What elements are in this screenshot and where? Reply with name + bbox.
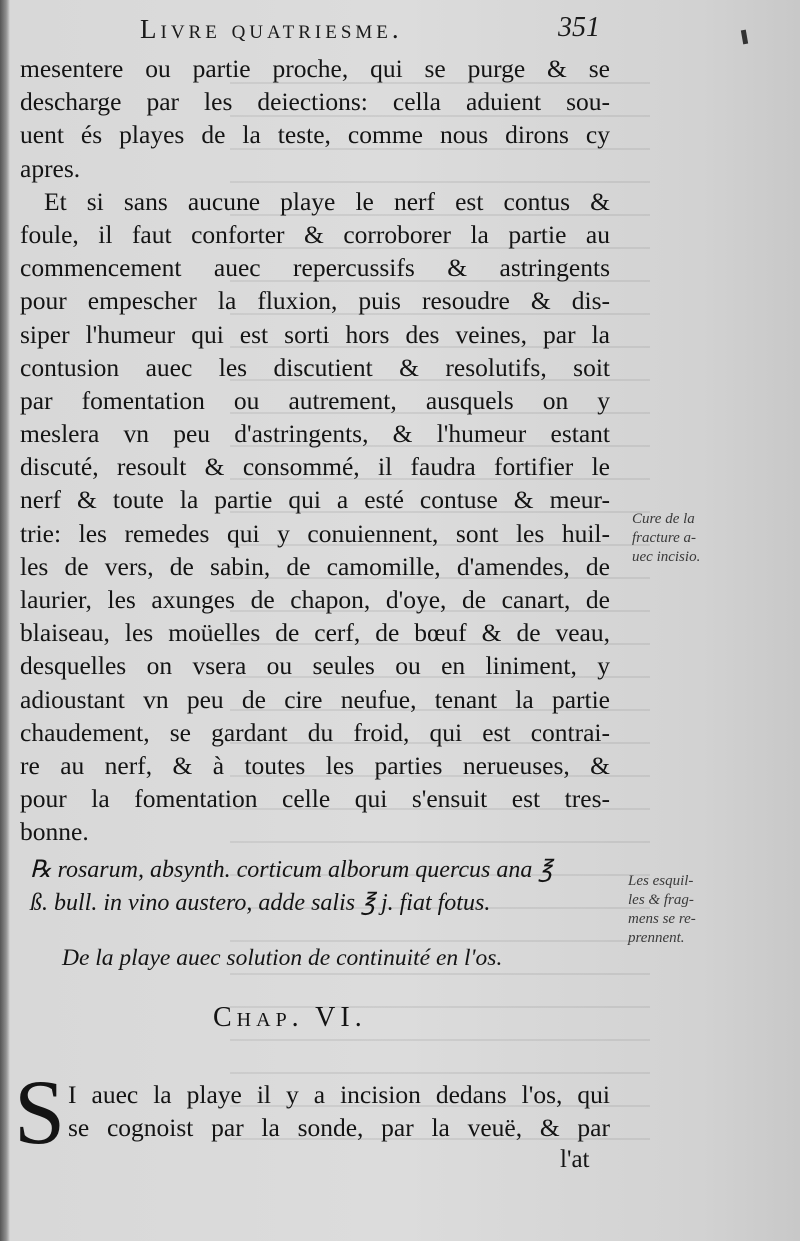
text-line: re au nerf, & à toutes les parties nerueuses, &: [20, 750, 610, 780]
margin-note-line: fracture a-: [632, 530, 697, 546]
text-line: les de vers, de sabin, de camomille, d'amendes, de: [20, 551, 610, 581]
text-line: bonne.: [20, 817, 89, 847]
page-number: 351: [558, 12, 600, 43]
text-line: discuté, resoult & consommé, il faudra fortifier le: [20, 452, 610, 482]
text-line: blaiseau, les moüelles de cerf, de bœuf & de veau,: [20, 618, 610, 648]
text-line: apres.: [20, 153, 81, 183]
text-line: uent és playes de la teste, comme nous dirons cy: [20, 120, 610, 150]
text-line: adioustant vn peu de cire neufue, tenant la partie: [20, 684, 610, 714]
text-line: se cognoist par la sonde, par la veuë, & par: [68, 1113, 610, 1143]
text-line: trie: les remedes qui y conuiennent, sont les huil-: [20, 518, 610, 548]
text-line: commencement auec repercussifs & astringents: [20, 253, 610, 283]
spine-shadow: [0, 0, 10, 1241]
text-line: pour la fomentation celle qui s'ensuit est tres-: [20, 784, 610, 814]
body-paragraphs: [20, 52, 610, 849]
catchword: l'at: [560, 1146, 590, 1173]
text-line: foule, il faut conforter & corroborer la partie au: [20, 219, 610, 249]
chapter-heading: Chap. VI.: [213, 1002, 367, 1033]
section-title: De la playe auec solution de continuité en l'os.: [62, 945, 503, 971]
recipe-line: ℞ rosarum, absynth. corticum alborum quercus ana ℥: [30, 857, 553, 883]
running-title: Livre quatriesme.: [140, 14, 403, 44]
ink-mark: [741, 30, 748, 45]
text-line: siper l'humeur qui est sorti hors des veines, par la: [20, 319, 610, 349]
text-line: mesentere ou partie proche, qui se purge & se: [20, 54, 610, 83]
chapter-opening: [68, 1078, 610, 1144]
margin-note-line: mens se re-: [628, 911, 696, 927]
text-line: chaudement, se gardant du froid, qui est contrai-: [20, 717, 610, 747]
text-line: contusion auec les discutient & resolutifs, soit: [20, 352, 610, 382]
margin-note-line: prennent.: [628, 930, 685, 946]
margin-note-line: les & frag-: [628, 892, 694, 908]
drop-cap: S: [14, 1061, 66, 1163]
text-line: laurier, les axunges de chapon, d'oye, de canart, de: [20, 585, 610, 614]
text-line: meslera vn peu d'astringents, & l'humeur estant: [20, 419, 610, 449]
margin-note: [632, 510, 700, 567]
text-line: desquelles on vsera ou seules ou en liniment, y: [20, 651, 610, 681]
text-line: descharge par les deiections: cella aduient sou-: [20, 87, 610, 117]
text-line: nerf & toute la partie qui a esté contuse & meur-: [20, 485, 610, 515]
margin-note-line: Les esquil-: [628, 873, 694, 889]
margin-note-line: Cure de la: [632, 511, 695, 527]
text-line: pour empescher la fluxion, puis resoudre & dis-: [20, 286, 610, 316]
text-line: par fomentation ou autrement, ausquels on y: [20, 385, 610, 415]
text-line: I auec la playe il y a incision dedans l'os, qui: [68, 1080, 610, 1109]
margin-note-line: uec incisio.: [632, 549, 701, 565]
margin-note: [628, 872, 696, 948]
recipe-line: ß. bull. in vino austero, adde salis ℥ j. fiat fotus.: [30, 890, 491, 917]
recipe-formula: [30, 854, 614, 920]
text-line: Et si sans aucune playe le nerf est contus &: [44, 186, 610, 216]
